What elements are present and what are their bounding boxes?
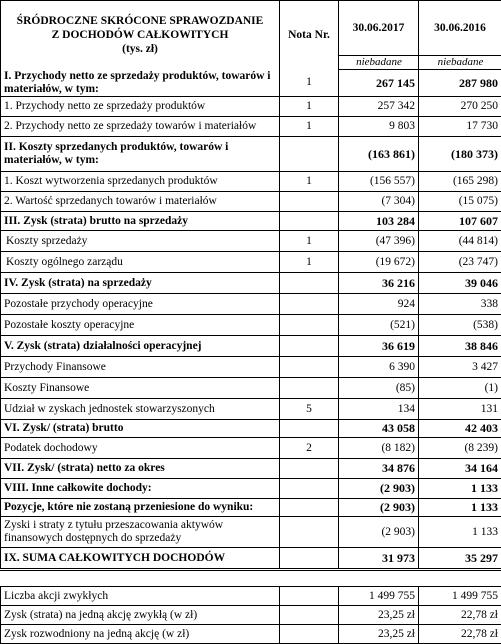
row-value-2017: 924 bbox=[339, 294, 419, 315]
row-value-2016: 34 164 bbox=[419, 459, 501, 479]
row-value-2016: 38 846 bbox=[419, 336, 501, 357]
row-note bbox=[280, 606, 339, 625]
table-row bbox=[1, 587, 501, 606]
table-row bbox=[1, 336, 501, 357]
row-value-2016: 1 133 bbox=[419, 517, 501, 548]
table-row-total bbox=[1, 548, 501, 570]
row-label: Zysk (strata) na jedną akcję zwykłą (w zł) bbox=[1, 606, 280, 625]
table-row bbox=[1, 231, 501, 252]
row-label: 1. Przychody netto ze sprzedaży produktów bbox=[1, 97, 280, 117]
row-value-2016: (538) bbox=[419, 315, 501, 336]
table-row bbox=[1, 625, 501, 644]
row-note: 1 bbox=[280, 117, 339, 137]
table-row bbox=[1, 517, 501, 548]
table-row bbox=[1, 70, 501, 97]
row-note bbox=[280, 192, 339, 212]
row-value-2016: 22,78 zł bbox=[419, 606, 501, 625]
row-value-2016: 1 499 755 bbox=[419, 587, 501, 606]
row-note bbox=[280, 357, 339, 378]
table-row bbox=[1, 420, 501, 438]
statement-title-line3: (tys. zł) bbox=[3, 42, 277, 56]
row-label: 2. Wartość sprzedanych towarów i materiałów bbox=[1, 192, 280, 212]
row-value-2016: (23 747) bbox=[419, 252, 501, 273]
row-value-2017: 36 216 bbox=[339, 273, 419, 294]
row-note bbox=[280, 212, 339, 231]
column-header-2016: 30.06.2016 bbox=[419, 1, 501, 56]
row-value-2017: 6 390 bbox=[339, 357, 419, 378]
row-value-2016: 17 730 bbox=[419, 117, 501, 137]
row-value-2017: (156 557) bbox=[339, 172, 419, 192]
row-label: Pozycje, które nie zostaną przeniesione do wyniku: bbox=[1, 499, 280, 517]
row-note bbox=[280, 420, 339, 438]
row-note bbox=[280, 378, 339, 399]
row-label: Zysk rozwodniony na jedną akcję (w zł) bbox=[1, 625, 280, 644]
row-value-2017: (2 903) bbox=[339, 499, 419, 517]
table-row bbox=[1, 97, 501, 117]
row-label: Koszty sprzedaży bbox=[1, 231, 280, 252]
row-label: I. Przychody netto ze sprzedaży produktów, towarów i materiałów, w tym: bbox=[1, 70, 280, 97]
row-value-2016: 1 133 bbox=[419, 499, 501, 517]
row-value-2016: 22,78 zł bbox=[419, 625, 501, 644]
row-value-2017: (8 182) bbox=[339, 438, 419, 459]
row-label: Koszty ogólnego zarządu bbox=[1, 252, 280, 273]
row-value-2017: 31 973 bbox=[339, 548, 419, 570]
row-value-2017: (85) bbox=[339, 378, 419, 399]
row-label: II. Koszty sprzedanych produktów, towarów i materiałów, w tym: bbox=[1, 137, 280, 172]
statement-title-line2: Z DOCHODÓW CAŁKOWITYCH bbox=[3, 28, 277, 42]
row-value-2016: (180 373) bbox=[419, 137, 501, 172]
column-header-2017: 30.06.2017 bbox=[339, 1, 419, 56]
table-row bbox=[1, 252, 501, 273]
row-value-2016: (44 814) bbox=[419, 231, 501, 252]
statement-title-line1: ŚRÓDROCZNE SKRÓCONE SPRAWOZDANIE bbox=[3, 14, 277, 28]
row-note bbox=[280, 273, 339, 294]
row-label: IX. SUMA CAŁKOWITYCH DOCHODÓW bbox=[1, 548, 280, 570]
row-note bbox=[280, 587, 339, 606]
row-value-2017: 23,25 zł bbox=[339, 606, 419, 625]
row-value-2017: 34 876 bbox=[339, 459, 419, 479]
row-note bbox=[280, 548, 339, 570]
row-value-2016: 1 133 bbox=[419, 479, 501, 499]
row-value-2016: 42 403 bbox=[419, 420, 501, 438]
row-value-2017: (163 861) bbox=[339, 137, 419, 172]
row-value-2016: 107 607 bbox=[419, 212, 501, 231]
row-label: VI. Zysk/ (strata) brutto bbox=[1, 420, 280, 438]
table-row bbox=[1, 172, 501, 192]
row-value-2016: 338 bbox=[419, 294, 501, 315]
row-value-2016: (1) bbox=[419, 378, 501, 399]
audit-status-2017: niebadane bbox=[339, 56, 419, 70]
row-label: 1. Koszt wytworzenia sprzedanych produktów bbox=[1, 172, 280, 192]
row-value-2017: (2 903) bbox=[339, 479, 419, 499]
row-value-2017: 43 058 bbox=[339, 420, 419, 438]
row-label: V. Zysk (strata) działalności operacyjnej bbox=[1, 336, 280, 357]
row-value-2017: 134 bbox=[339, 399, 419, 420]
row-label: VIII. Inne całkowite dochody: bbox=[1, 479, 280, 499]
row-note: 1 bbox=[280, 97, 339, 117]
row-note bbox=[280, 479, 339, 499]
row-value-2016: 287 980 bbox=[419, 70, 501, 97]
table-row bbox=[1, 399, 501, 420]
row-value-2017: 36 619 bbox=[339, 336, 419, 357]
table-row bbox=[1, 499, 501, 517]
row-value-2017: 257 342 bbox=[339, 97, 419, 117]
row-note: 2 bbox=[280, 438, 339, 459]
table-row bbox=[1, 137, 501, 172]
row-note bbox=[280, 517, 339, 548]
row-value-2016: (15 075) bbox=[419, 192, 501, 212]
row-note bbox=[280, 336, 339, 357]
table-row bbox=[1, 479, 501, 499]
row-value-2016: 39 046 bbox=[419, 273, 501, 294]
table-row bbox=[1, 273, 501, 294]
row-label: Pozostałe koszty operacyjne bbox=[1, 315, 280, 336]
statement-title bbox=[1, 1, 280, 70]
row-note bbox=[280, 499, 339, 517]
row-value-2016: 270 250 bbox=[419, 97, 501, 117]
row-note: 5 bbox=[280, 399, 339, 420]
table-row bbox=[1, 378, 501, 399]
row-value-2017: 1 499 755 bbox=[339, 587, 419, 606]
table-row bbox=[1, 606, 501, 625]
row-label: III. Zysk (strata) brutto na sprzedaży bbox=[1, 212, 280, 231]
table-row bbox=[1, 459, 501, 479]
row-value-2016: (165 298) bbox=[419, 172, 501, 192]
table-row bbox=[1, 315, 501, 336]
row-note: 1 bbox=[280, 252, 339, 273]
row-note bbox=[280, 294, 339, 315]
row-label: 2. Przychody netto ze sprzedaży towarów i materiałów bbox=[1, 117, 280, 137]
row-value-2017: (47 396) bbox=[339, 231, 419, 252]
row-note bbox=[280, 625, 339, 644]
row-label: Udział w zyskach jednostek stowarzyszonych bbox=[1, 399, 280, 420]
row-label: Pozostałe przychody operacyjne bbox=[1, 294, 280, 315]
row-value-2017: (2 903) bbox=[339, 517, 419, 548]
row-value-2016: 131 bbox=[419, 399, 501, 420]
table-row bbox=[1, 357, 501, 378]
row-label: IV. Zysk (strata) na sprzedaży bbox=[1, 273, 280, 294]
row-note: 1 bbox=[280, 172, 339, 192]
table-row bbox=[1, 192, 501, 212]
table-row bbox=[1, 117, 501, 137]
row-note bbox=[280, 137, 339, 172]
spacer-row bbox=[1, 570, 501, 587]
row-label: Koszty Finansowe bbox=[1, 378, 280, 399]
row-value-2017: 267 145 bbox=[339, 70, 419, 97]
note-column-header: Nota Nr. bbox=[280, 1, 339, 70]
audit-status-2016: niebadane bbox=[419, 56, 501, 70]
row-note: 1 bbox=[280, 231, 339, 252]
row-value-2017: 23,25 zł bbox=[339, 625, 419, 644]
row-value-2016: 3 427 bbox=[419, 357, 501, 378]
row-value-2017: (19 672) bbox=[339, 252, 419, 273]
row-value-2017: 9 803 bbox=[339, 117, 419, 137]
row-note: 1 bbox=[280, 70, 339, 97]
table-header-row bbox=[1, 1, 501, 56]
row-label: VII. Zysk/ (strata) netto za okres bbox=[1, 459, 280, 479]
table-row bbox=[1, 212, 501, 231]
row-note bbox=[280, 459, 339, 479]
row-value-2016: (8 239) bbox=[419, 438, 501, 459]
row-label: Zyski i straty z tytułu przeszacowania aktywów finansowych dostępnych do sprzedaży bbox=[1, 517, 280, 548]
row-label: Liczba akcji zwykłych bbox=[1, 587, 280, 606]
row-value-2017: 103 284 bbox=[339, 212, 419, 231]
row-value-2016: 35 297 bbox=[419, 548, 501, 570]
row-label: Podatek dochodowy bbox=[1, 438, 280, 459]
row-value-2017: (521) bbox=[339, 315, 419, 336]
row-note bbox=[280, 315, 339, 336]
table-row bbox=[1, 438, 501, 459]
table-row bbox=[1, 294, 501, 315]
row-label: Przychody Finansowe bbox=[1, 357, 280, 378]
row-value-2017: (7 304) bbox=[339, 192, 419, 212]
